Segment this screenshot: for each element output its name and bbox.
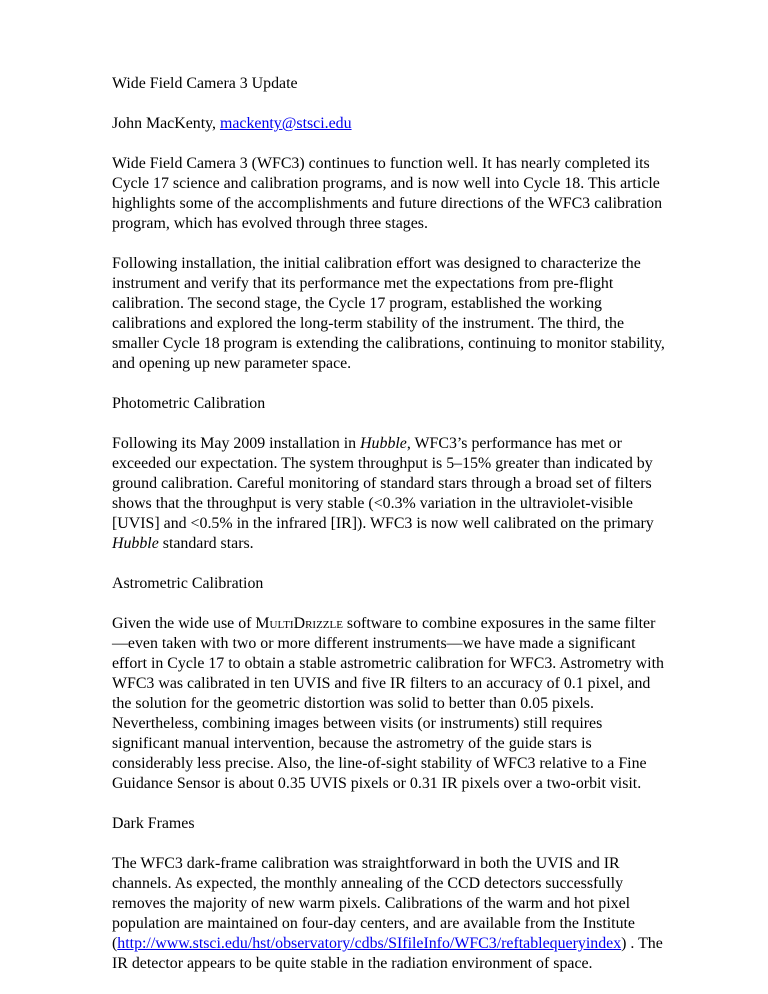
intro-paragraph-1: Wide Field Camera 3 (WFC3) continues to function well. It has nearly completed its Cycle 17 science and calibration programs, and is now well into Cycle 18. This article highlights some of the accomplishments and future directions of the WFC3 calibration program, which has evolved through three stages. bbox=[112, 155, 663, 232]
reftable-query-link[interactable]: http://www.stsci.edu/hst/observatory/cdbs/SIfileInfo/WFC3/reftablequeryindex bbox=[117, 935, 622, 952]
dark-frames-text-2: ) . The IR detector appears to be quite stable in the radiation environment of space. bbox=[112, 935, 663, 972]
section-heading-astrometric: Astrometric Calibration bbox=[112, 575, 264, 592]
photometric-paragraph bbox=[112, 434, 668, 554]
byline bbox=[112, 114, 668, 134]
astrometric-text-2: software to combine exposures in the same filter —even taken with two or more different instruments—we have made a significant effort in Cycle 17 to obtain a stable astrometric calibration for WFC3. Astrometry with WFC3 was calibrated in ten UVIS and five IR filters to an accuracy of 0.1 pixel, and the solution for the geometric distortion was solid to better than 0.05 pixels. Nevertheless, combining images between visits (or instruments) still requires significant manual intervention, because the astrometry of the guide stars is considerably less precise. Also, the line-of-sight stability of WFC3 relative to a Fine Guidance Sensor is about 0.35 UVIS pixels or 0.31 IR pixels over a two-orbit visit. bbox=[112, 615, 664, 792]
astrometric-text-1: Given the wide use of bbox=[112, 615, 256, 632]
article-title: Wide Field Camera 3 Update bbox=[112, 75, 298, 92]
photometric-text-3: standard stars. bbox=[158, 535, 254, 552]
hubble-italic-2: Hubble bbox=[112, 535, 159, 552]
photometric-text-2: , WFC3’s performance has met or exceeded our expectation. The system throughput is 5–15% greater than indicated by ground calibration. Careful monitoring of standard stars through a broad set of filters shows that the throughput is very stable (<0.3% variation in the ultraviolet-visible [UVIS] and <0.5% in the infrared [IR]). WFC3 is now well calibrated on the primary bbox=[112, 435, 654, 532]
intro-paragraph-2: Following installation, the initial calibration effort was designed to characterize the instrument and verify that its performance met the expectations from pre-flight calibration. The second stage, the Cycle 17 program, established the working calibrations and explored the long-term stability of the instrument. The third, the smaller Cycle 18 program is extending the calibrations, continuing to monitor stability, and opening up new parameter space. bbox=[112, 255, 665, 372]
dark-frames-text-1: The WFC3 dark-frame calibration was straightforward in both the UVIS and IR channels. As expected, the monthly annealing of the CCD detectors successfully removes the majority of new warm pixels. Calibrations of the warm and hot pixel population are maintained on four-day centers, and are available from the Institute ( bbox=[112, 855, 635, 952]
hubble-italic-1: Hubble bbox=[360, 435, 407, 452]
author-email-link[interactable]: mackenty@stsci.edu bbox=[219, 115, 352, 132]
dark-frames-paragraph bbox=[112, 854, 668, 974]
astrometric-paragraph bbox=[112, 614, 668, 794]
multidrizzle-software-name: MultiDrizzle bbox=[255, 615, 343, 632]
section-heading-photometric: Photometric Calibration bbox=[112, 395, 266, 412]
section-heading-dark-frames: Dark Frames bbox=[112, 815, 195, 832]
author-name: John MacKenty, bbox=[112, 115, 220, 132]
photometric-text-1: Following its May 2009 installation in bbox=[112, 435, 361, 452]
